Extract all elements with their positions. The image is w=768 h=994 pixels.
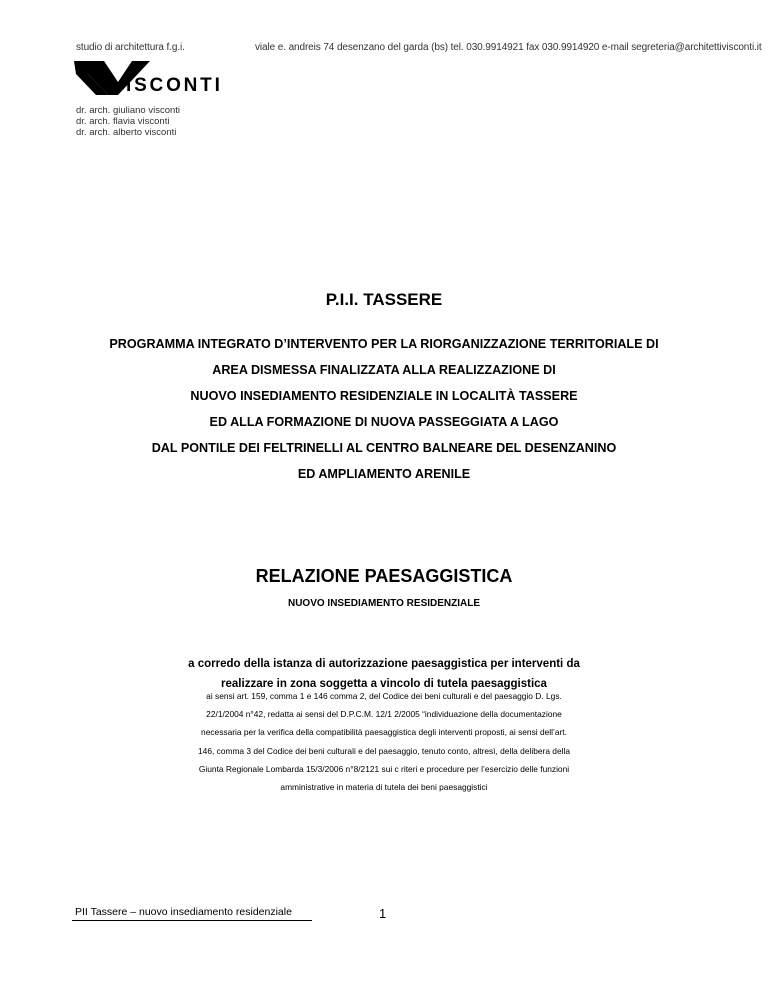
purpose-line: a corredo della istanza di autorizzazione paesaggistica per interventi da (188, 658, 580, 670)
program-description (0, 331, 768, 487)
partner-name: dr. arch. alberto visconti (76, 127, 177, 138)
program-line: ED AMPLIAMENTO ARENILE (297, 467, 471, 481)
document-title: P.I.I. TASSERE (325, 290, 443, 309)
partners-list (76, 105, 180, 138)
studio-name: studio di architettura f.g.i. (76, 42, 185, 53)
legal-line: necessaria per la verifica della compatibilità paesaggistica degli interventi proposti, ai sensi dell’art. (201, 727, 567, 738)
program-line: AREA DISMESSA FINALIZZATA ALLA REALIZZAZIONE DI (212, 363, 556, 377)
logo-text: ISCONTI (126, 75, 223, 96)
legal-line: ai sensi art. 159, comma 1 e 146 comma 2, del Codice dei beni culturali e del paesaggio D. Lgs. (206, 691, 562, 701)
purpose-line: realizzare in zona soggetta a vincolo di tutela paesaggistica (221, 678, 547, 690)
visconti-logo (74, 60, 224, 96)
page-number: 1 (379, 906, 387, 921)
legal-line: 146, comma 3 del Codice dei beni culturali e del paesaggio, tenuto conto, altresì, della delibera della (198, 745, 570, 756)
legal-line: 22/1/2004 n°42, redatta ai sensi del D.P.C.M. 12/1 2/2005 “individuazione della documentazione (206, 709, 562, 720)
report-title: RELAZIONE PAESAGGISTICA (255, 566, 513, 586)
legal-line: amministrative in materia di tutela dei beni paesaggistici (280, 782, 488, 793)
report-subtitle: NUOVO INSEDIAMENTO RESIDENZIALE (287, 598, 481, 609)
legal-references (0, 687, 768, 796)
program-line: PROGRAMMA INTEGRATO D’INTERVENTO PER LA RIORGANIZZAZIONE TERRITORIALE DI (109, 337, 659, 351)
program-line: DAL PONTILE DEI FELTRINELLI AL CENTRO BALNEARE DEL DESENZANINO (151, 441, 617, 455)
footer-divider (72, 920, 312, 921)
program-line: ED ALLA FORMAZIONE DI NUOVA PASSEGGIATA A LAGO (209, 415, 559, 429)
legal-line: Giunta Regionale Lombarda 15/3/2006 n°8/2121 sui c riteri e procedure per l’esercizio delle funzioni (198, 763, 570, 774)
footer-label: PII Tassere – nuovo insediamento residenziale (75, 906, 292, 918)
partner-name: dr. arch. flavia visconti (76, 116, 170, 127)
visconti-logo-graphic (74, 60, 224, 96)
program-line: NUOVO INSEDIAMENTO RESIDENZIALE IN LOCALITÀ TASSERE (190, 389, 578, 403)
partner-name: dr. arch. giuliano visconti (76, 105, 181, 116)
studio-contacts: viale e. andreis 74 desenzano del garda (bs) tel. 030.9914921 fax 030.9914920 e-mail segreteria@architettivisconti.it (255, 42, 762, 53)
